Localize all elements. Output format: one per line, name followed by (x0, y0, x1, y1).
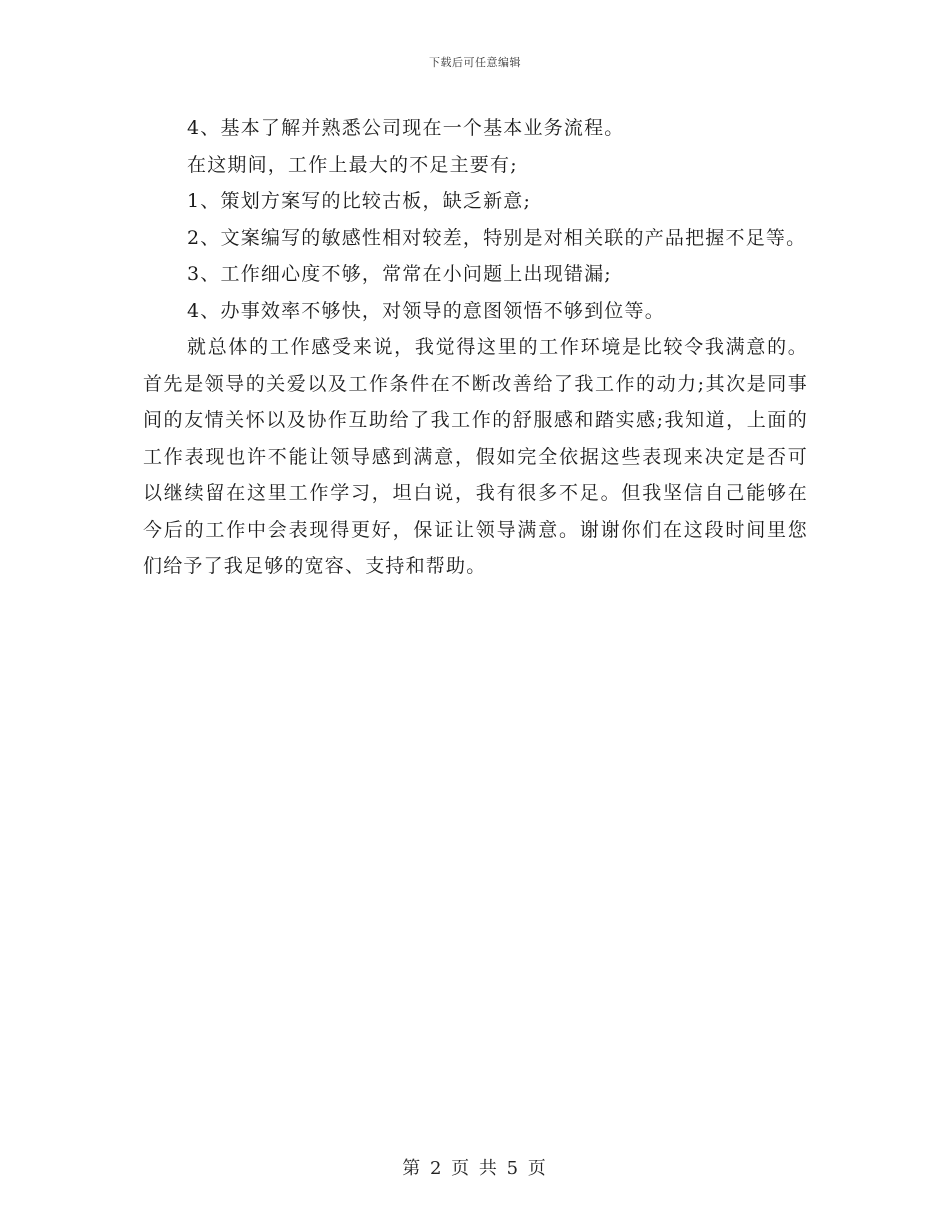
paragraph-item-5: 3、工作细心度不够，常常在小问题上出现错漏; (187, 263, 612, 285)
paragraph-item-2: 在这期间，工作上最大的不足主要有; (187, 153, 518, 176)
document-body (143, 110, 808, 585)
paragraph-item-3: 1、策划方案写的比较古板，缺乏新意; (187, 190, 532, 212)
page-number: 第 2 页 共 5 页 (402, 1158, 548, 1179)
paragraph-item-4: 2、文案编写的敏感性相对较差，特别是对相关联的产品把握不足等。 (187, 226, 807, 249)
page-header: 下载后可任意编辑 (429, 56, 521, 69)
paragraph-item-6: 4、办事效率不够快，对领导的意图领悟不够到位等。 (187, 299, 665, 322)
paragraph-summary: 就总体的工作感受来说，我觉得这里的工作环境是比较令我满意的。首先是领导的关爱以及工作条件在不断改善给了我工作的动力;其次是同事间的友情关怀以及协作互助给了我工作的舒服感和踏实感;我知道，上面的工作表现也许不能让领导感到满意，假如完全依据这些表现来决定是否可以继续留在这里工作学习，坦白说，我有很多不足。但我坚信自己能够在今后的工作中会表现得更好，保证让领导满意。谢谢你们在这段时间里您们给予了我足够的宽容、支持和帮助。 (143, 336, 808, 577)
paragraph-item-1: 4、基本了解并熟悉公司现在一个基本业务流程。 (187, 117, 625, 139)
